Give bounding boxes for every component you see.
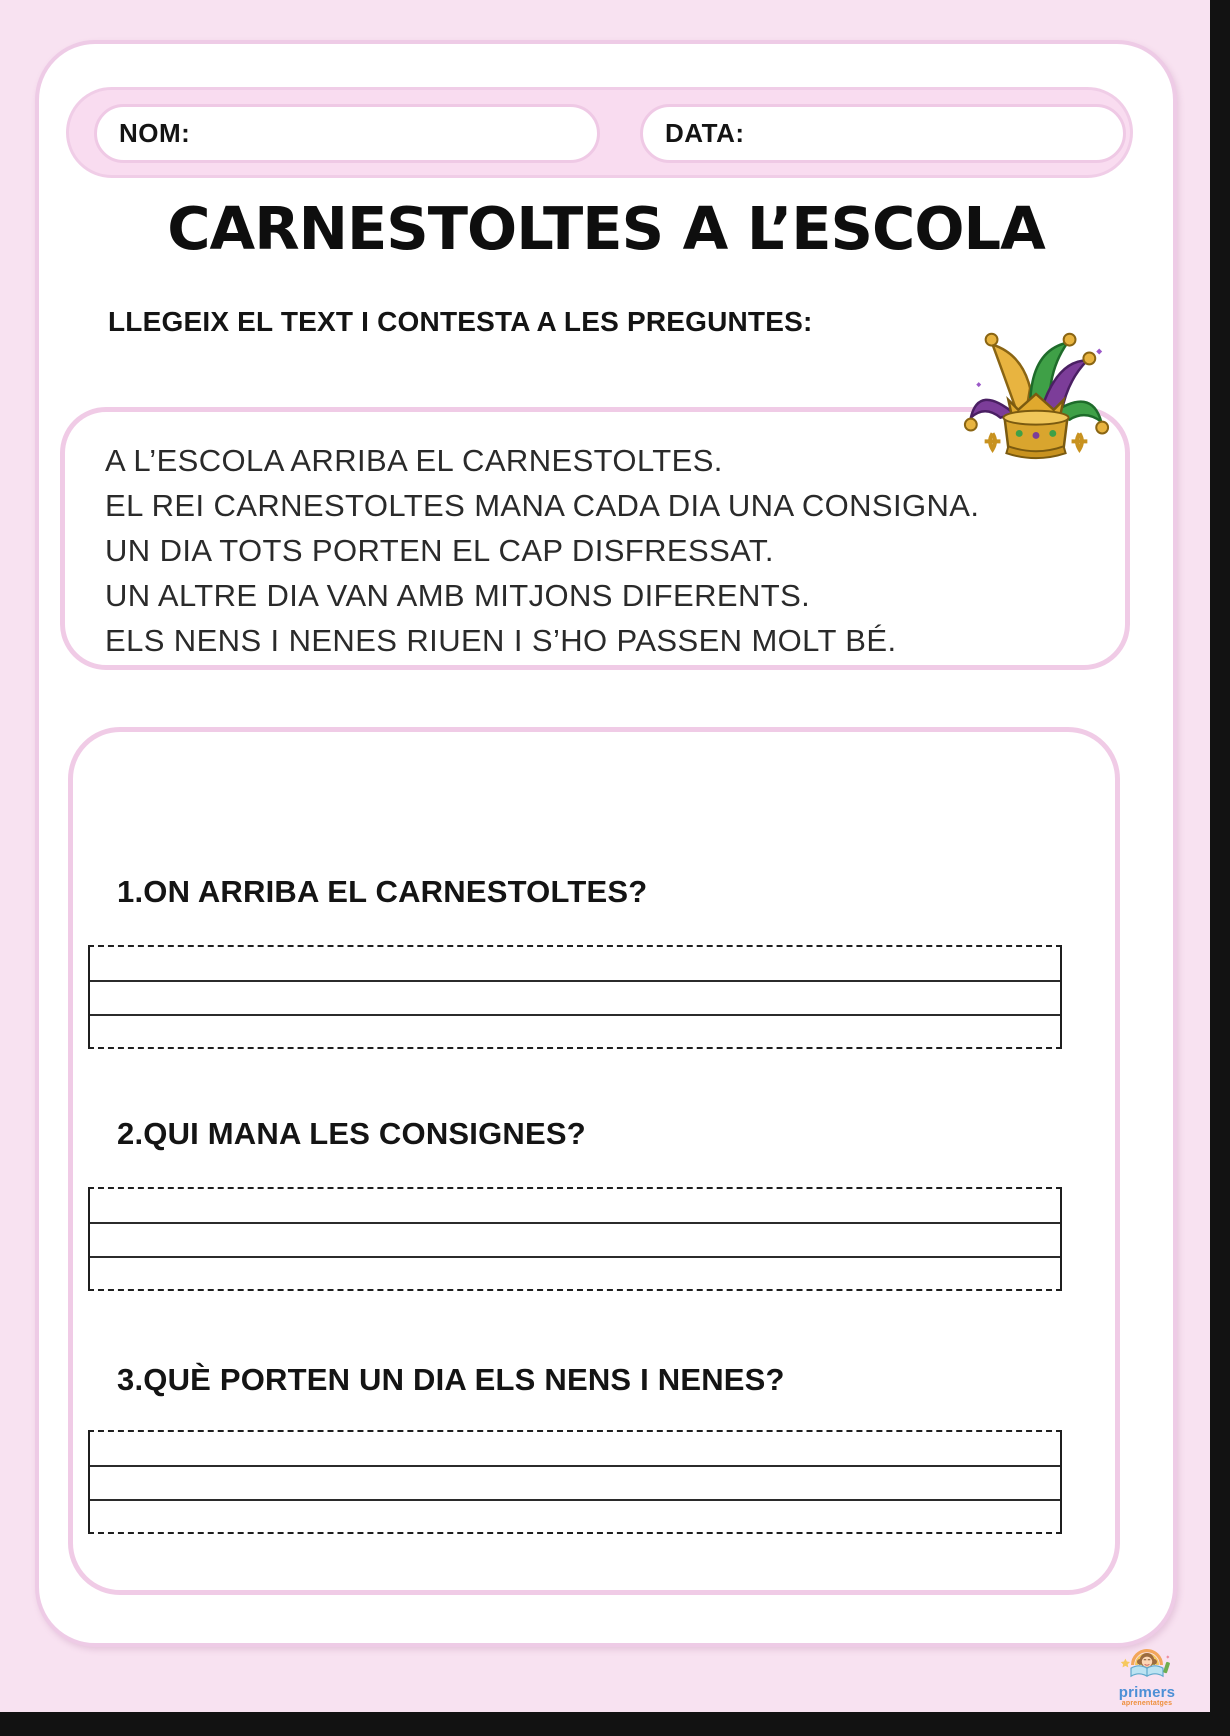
question-2-label: 2.QUI MANA LES CONSIGNES?	[117, 1116, 586, 1151]
answer-box-3[interactable]	[88, 1430, 1062, 1534]
passage-line: UN DIA TOTS PORTEN EL CAP DISFRESSAT.	[105, 533, 774, 568]
question-3-label: 3.QUÈ PORTEN UN DIA ELS NENS I NENES?	[117, 1362, 785, 1397]
worksheet-card	[35, 40, 1177, 1647]
page-title: CARNESTOLTES A L’ESCOLA	[167, 194, 1045, 263]
answer-line[interactable]	[90, 1189, 1060, 1222]
answer-box-2[interactable]	[88, 1187, 1062, 1291]
date-field[interactable]	[640, 104, 1126, 163]
date-label: DATA:	[665, 118, 745, 148]
logo-tagline: aprenentatges	[1121, 1700, 1173, 1707]
publisher-logo	[1100, 1641, 1194, 1708]
answer-line[interactable]	[90, 1465, 1060, 1498]
answer-line[interactable]	[90, 947, 1060, 980]
answer-line[interactable]	[90, 980, 1060, 1013]
answer-line[interactable]	[90, 1222, 1060, 1255]
answer-line[interactable]	[90, 1499, 1060, 1532]
jester-crown-icon	[957, 322, 1115, 462]
passage-line: EL REI CARNESTOLTES MANA CADA DIA UNA CONSIGNA.	[105, 488, 980, 523]
passage-line: UN ALTRE DIA VAN AMB MITJONS DIFERENTS.	[105, 578, 811, 613]
passage-line: ELS NENS I NENES RIUEN I S’HO PASSEN MOLT BÉ.	[105, 623, 897, 658]
passage-line: A L’ESCOLA ARRIBA EL CARNESTOLTES.	[105, 443, 723, 478]
name-field[interactable]	[94, 104, 600, 163]
answer-line[interactable]	[90, 1014, 1060, 1047]
answer-line[interactable]	[90, 1256, 1060, 1289]
questions-panel	[68, 727, 1120, 1595]
answer-box-1[interactable]	[88, 945, 1062, 1049]
answer-line[interactable]	[90, 1432, 1060, 1465]
name-date-bar	[66, 87, 1133, 178]
question-1-label: 1.ON ARRIBA EL CARNESTOLTES?	[117, 874, 648, 909]
instruction-text: LLEGEIX EL TEXT I CONTESTA A LES PREGUNTES:	[108, 306, 813, 337]
name-label: NOM:	[119, 118, 191, 148]
reading-child-logo-icon	[1114, 1641, 1180, 1681]
logo-name: primers	[1118, 1684, 1176, 1701]
